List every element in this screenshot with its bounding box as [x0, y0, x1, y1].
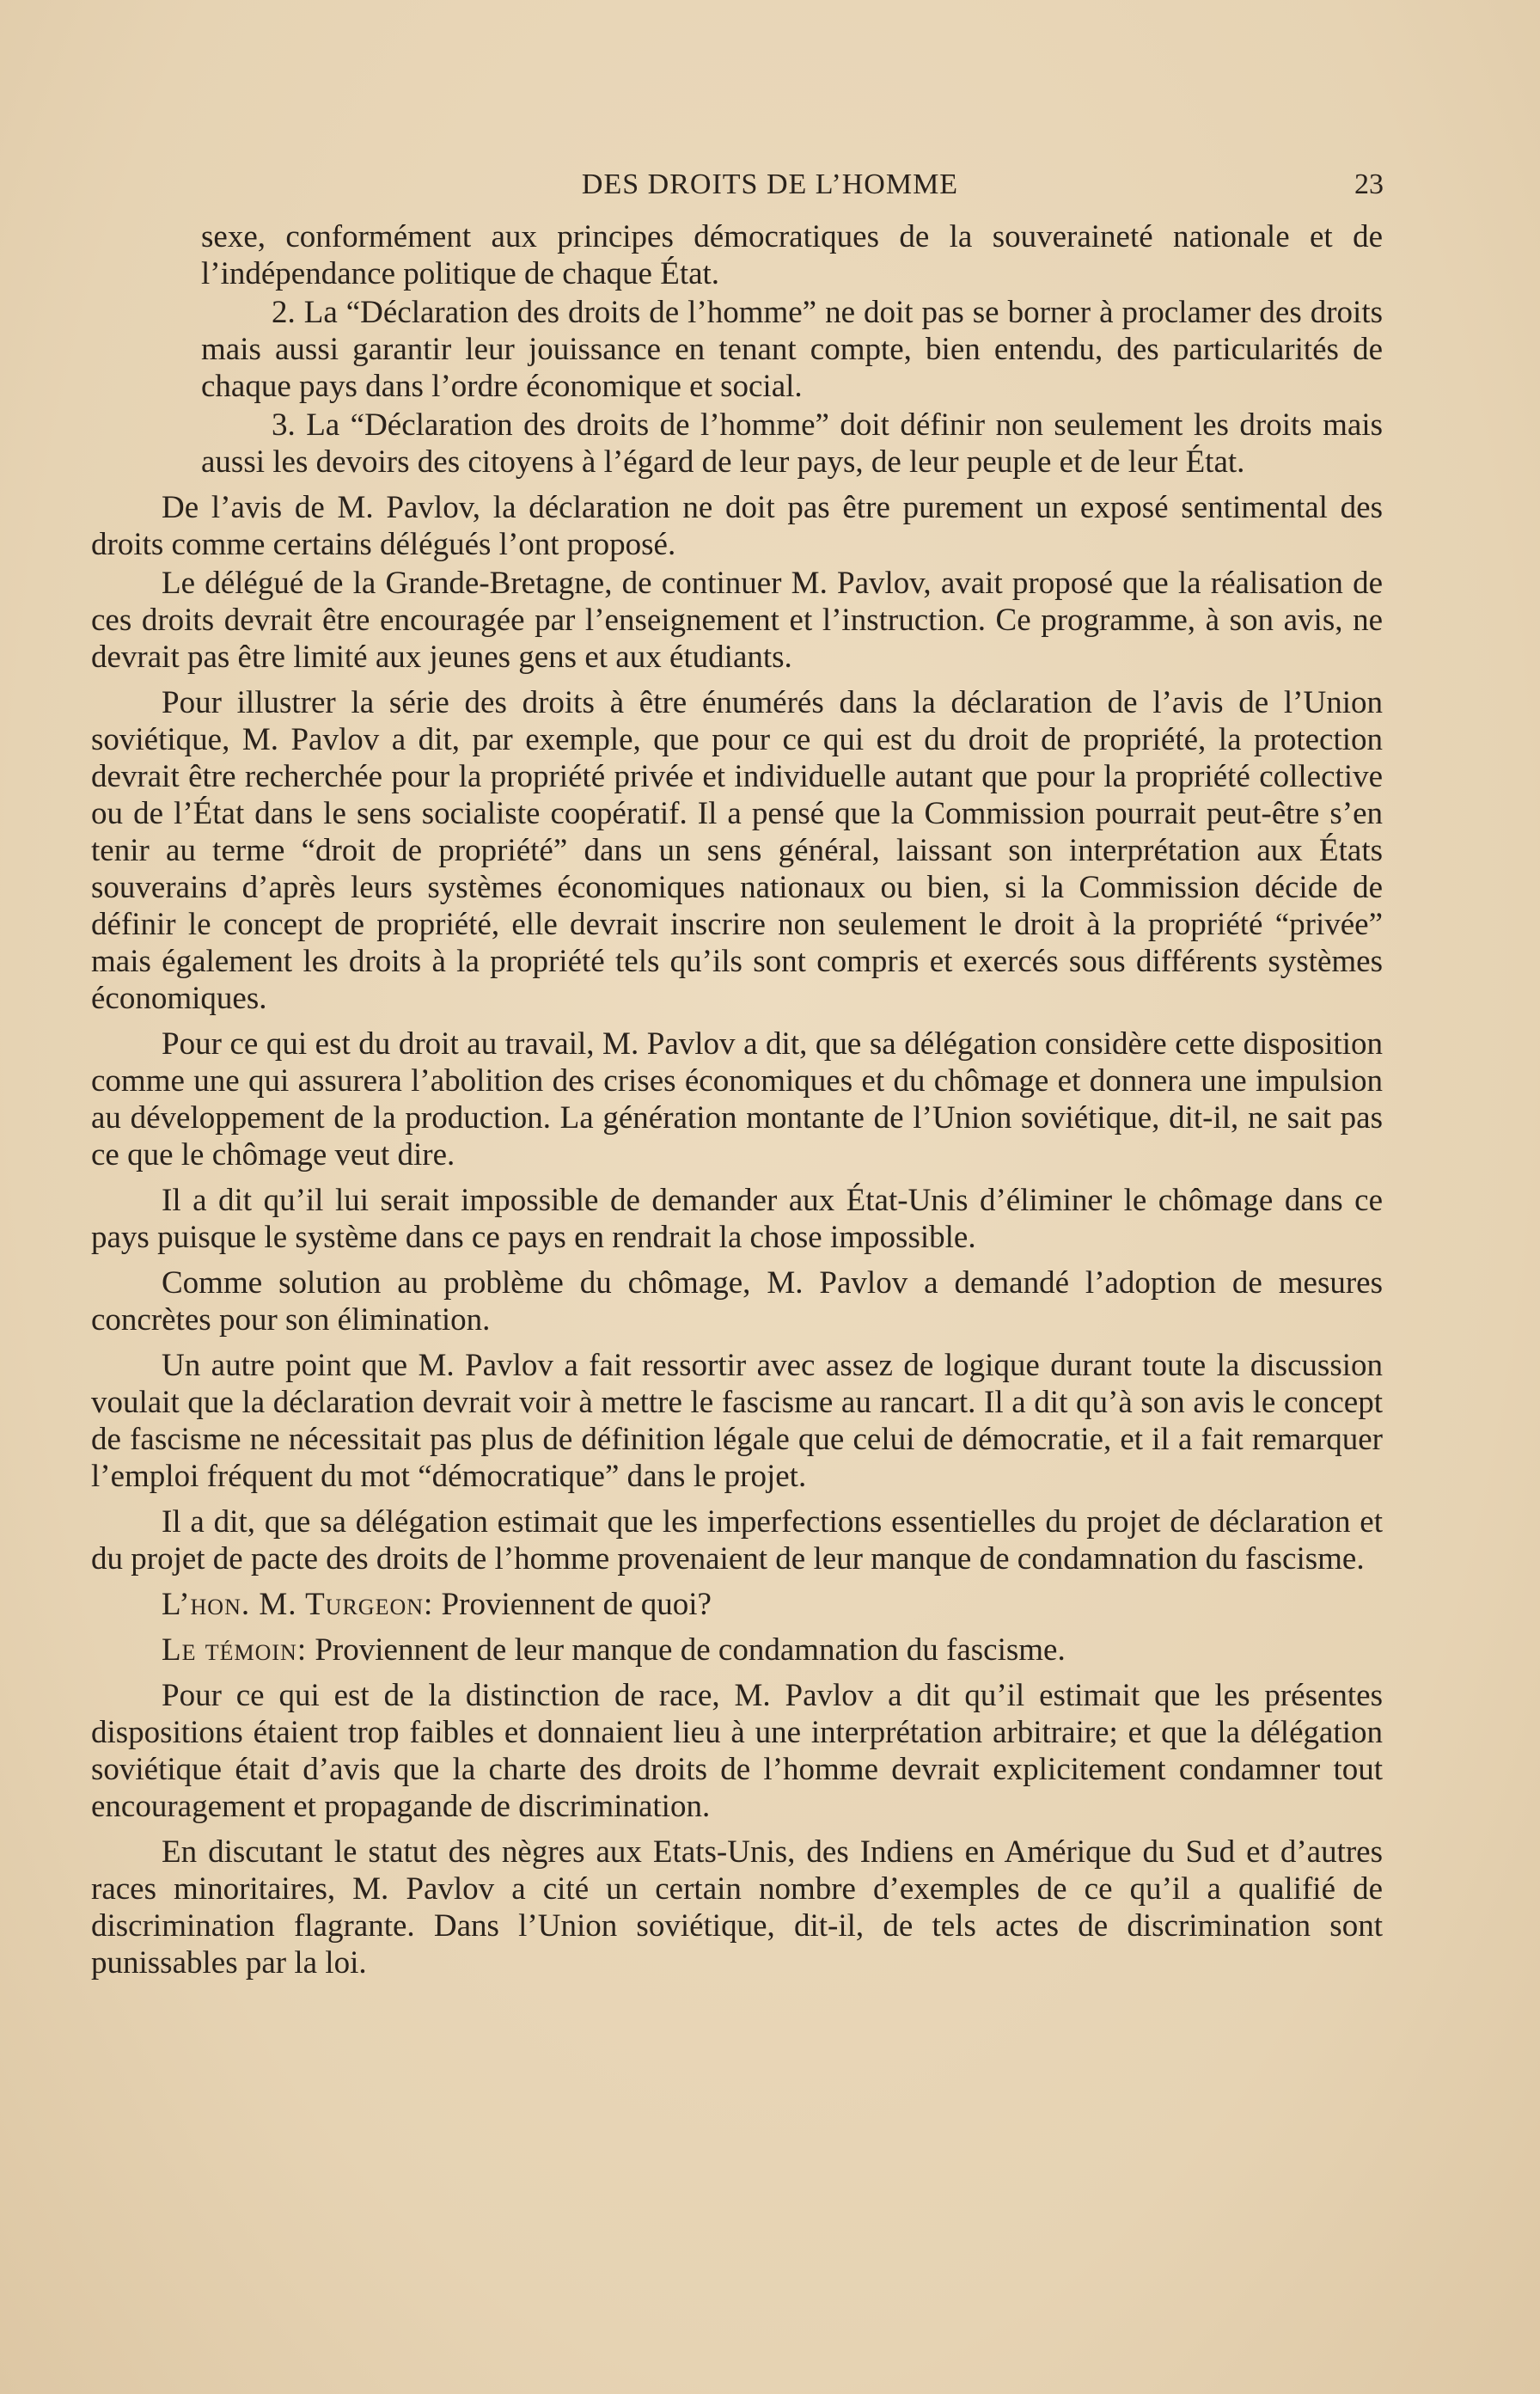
paragraph-12 — [91, 1586, 1383, 1623]
paragraph-1: sexe, conformément aux principes démocratiques de la souveraineté nationale et de l’indépendance politique de chaque État. — [201, 219, 1383, 291]
paragraph-2: 2. La “Déclaration des droits de l’homme” ne doit pas se borner à proclamer des droits mais aussi garantir leur jouissance en tenant compte, bien entendu, des particularités de chaque pays dans l’ordre économique et social. — [201, 295, 1383, 404]
paragraph-8: Il a dit qu’il lui serait impossible de demander aux État-Unis d’éliminer le chômage dans ce pays puisque le système dans ce pays en rendrait la chose impossible. — [91, 1183, 1383, 1255]
speaker-turgeon: L’hon. M. Turgeon: — [162, 1587, 434, 1622]
running-title: DES DROITS DE L’HOMME — [581, 168, 959, 200]
paragraph-10: Un autre point que M. Pavlov a fait ressortir avec assez de logique durant toute la discussion voulait que la déclaration devrait voir à mettre le fascisme au rancart. Il a dit qu’à son avis le concept de fascisme ne nécessitait pas plus de définition légale que celui de démocratie, et il a fait remarquer l’emploi fréquent du mot “démocratique” dans le projet. — [91, 1348, 1383, 1494]
speaker-temoin: Le témoin: — [162, 1632, 308, 1668]
paragraph-3: 3. La “Déclaration des droits de l’homme” doit définir non seulement les droits mais aussi les devoirs des citoyens à l’égard de leur pays, de leur peuple et de leur État. — [201, 407, 1383, 480]
paragraph-13 — [91, 1632, 1383, 1668]
paragraph-5: Le délégué de la Grande-Bretagne, de continuer M. Pavlov, avait proposé que la réalisation de ces droits devrait être encouragée par l’enseignement et l’instruction. Ce programme, à son avis, ne devrait pas être limité aux jeunes gens et aux étudiants. — [91, 566, 1383, 675]
paragraph-11: Il a dit, que sa délégation estimait que les imperfections essentielles du projet de déclaration et du projet de pacte des droits de l’homme provenaient de leur manque de condamnation du fascisme. — [91, 1504, 1383, 1577]
paragraph-9: Comme solution au problème du chômage, M. Pavlov a demandé l’adoption de mesures concrètes pour son élimination. — [91, 1265, 1383, 1338]
paragraph-15: En discutant le statut des nègres aux Etats-Unis, des Indiens en Amérique du Sud et d’autres races minoritaires, M. Pavlov a cité un certain nombre d’exemples de ce qu’il a qualifié de discrimination flagrante. Dans l’Union soviétique, dit-il, de tels actes de discrimination sont punissables par la loi. — [91, 1834, 1383, 1981]
running-head — [0, 168, 1540, 211]
paragraph-4: De l’avis de M. Pavlov, la déclaration ne doit pas être purement un exposé sentimental des droits comme certains délégués l’ont proposé. — [91, 490, 1383, 562]
paragraph-6: Pour illustrer la série des droits à être énumérés dans la déclaration de l’avis de l’Union soviétique, M. Pavlov a dit, par exemple, que pour ce qui est du droit de propriété, la protection devrait être recherchée pour la propriété privée et individuelle autant que pour la propriété collective ou de l’État dans le sens socialiste coopératif. Il a pensé que la Commission pourrait peut-être s’en tenir au terme “droit de propriété” dans un sens général, laissant son interprétation aux États souverains d’après leurs systèmes économiques nationaux ou bien, si la Commission décide de définir le concept de propriété, elle devrait inscrire non seulement le droit à la propriété “privée” mais également les droits à la propriété tels qu’ils sont compris et exercés sous différents systèmes économiques. — [91, 685, 1383, 1016]
speech-turgeon: Proviennent de quoi? — [433, 1587, 712, 1622]
page-number: 23 — [1354, 168, 1384, 200]
paragraph-7: Pour ce qui est du droit au travail, M. Pavlov a dit, que sa délégation considère cette disposition comme une qui assurera l’abolition des crises économiques et du chômage et donnera une impulsion au développement de la production. La génération montante de l’Union soviétique, dit-il, ne sait pas ce que le chômage veut dire. — [91, 1026, 1383, 1173]
body-text — [91, 218, 1383, 1990]
speech-temoin: Proviennent de leur manque de condamnation du fascisme. — [307, 1632, 1066, 1668]
paragraph-14: Pour ce qui est de la distinction de race, M. Pavlov a dit qu’il estimait que les présentes dispositions étaient trop faibles et donnaient lieu à une interprétation arbitraire; et que la délégation soviétique était d’avis que la charte des droits de l’homme devrait explicitement condamner tout encouragement et propagande de discrimination. — [91, 1678, 1383, 1824]
